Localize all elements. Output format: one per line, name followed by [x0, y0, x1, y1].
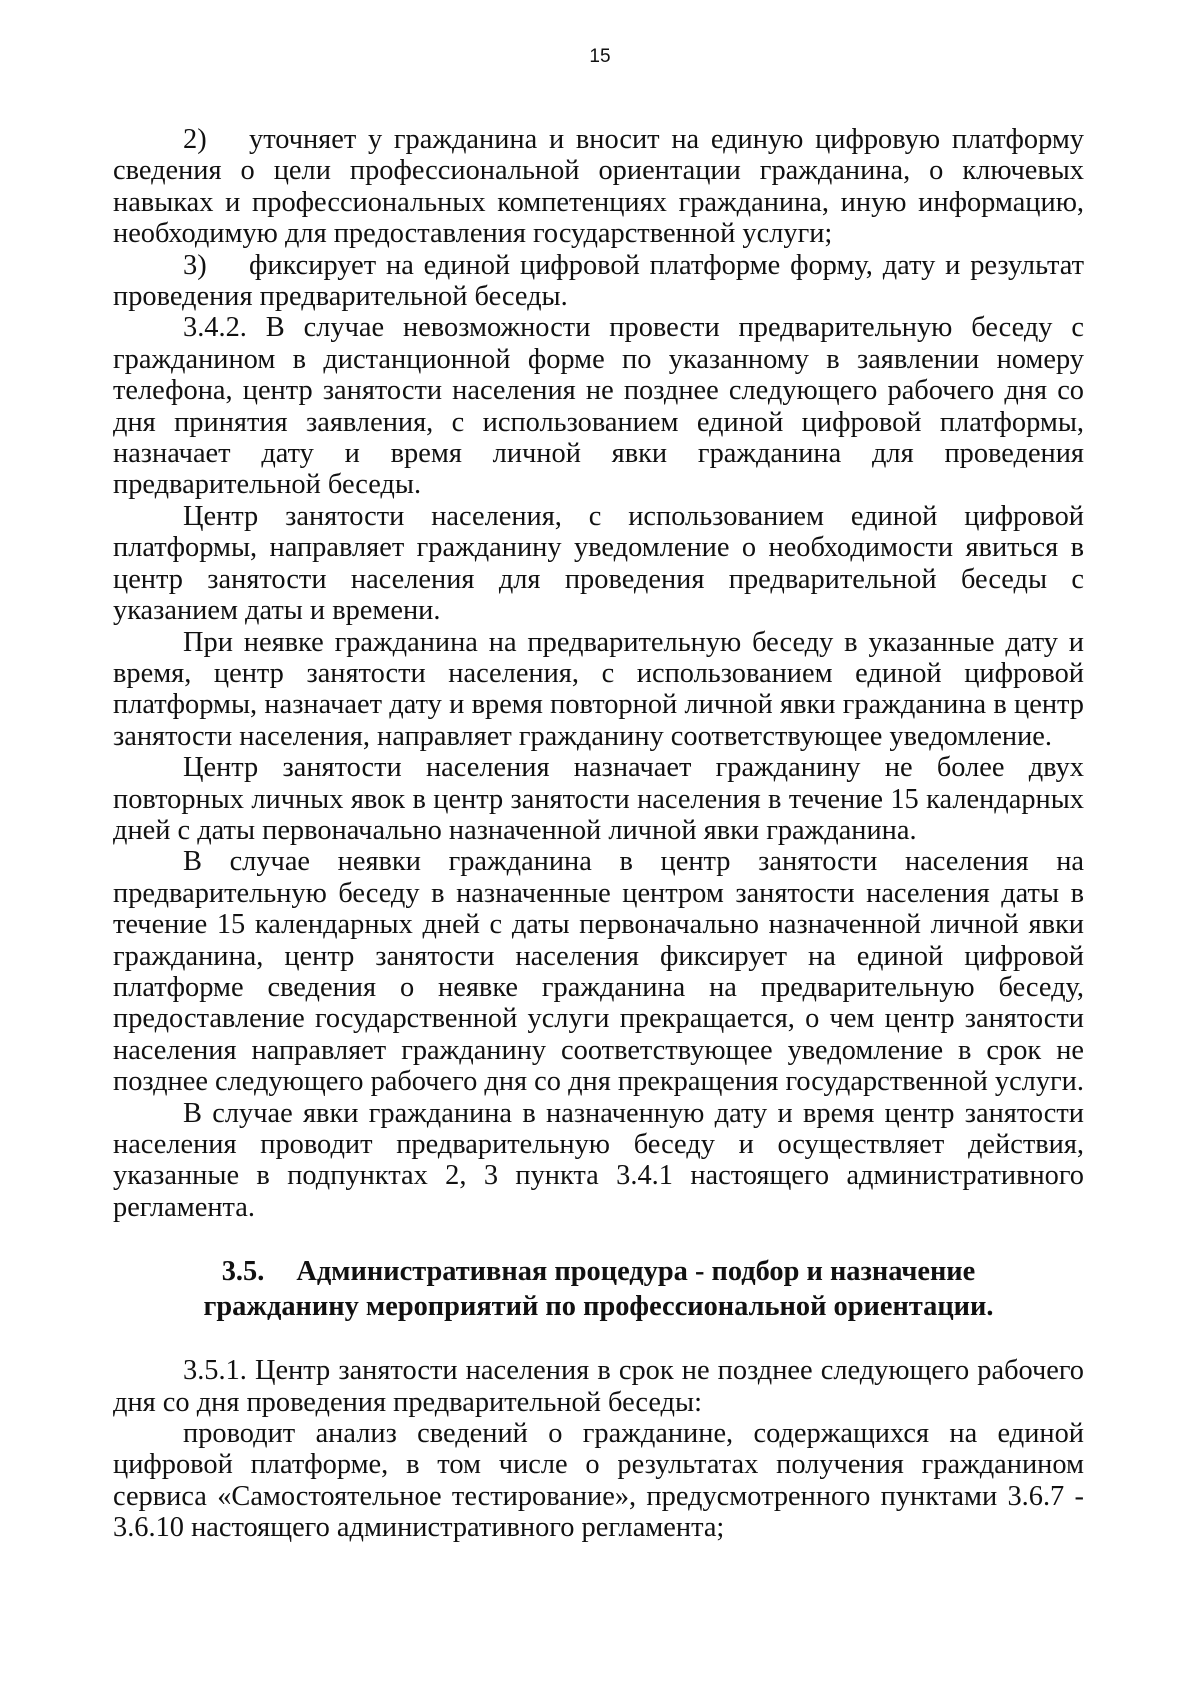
paragraph-3-5-1: 3.5.1. Центр занятости населения в срок не позднее следующего рабочего дня со дня проведения предварительной беседы: — [113, 1355, 1084, 1418]
list-item-marker: 2) — [183, 124, 207, 155]
paragraph-termination: В случае неявки гражданина в центр занятости населения на предварительную беседу в назначенные центром занятости населения даты в течение 15 календарных дней с даты первоначально назначенной личной явки гражданина, центр занятости населения фиксирует на единой цифровой платформе сведения о неявке гражданина на предварительную беседу, предоставление государственной услуги прекращается, о чем центр занятости населения направляет гражданину соответствующее уведомление в срок не позднее следующего рабочего дня со дня прекращения государственной услуги. — [113, 846, 1084, 1098]
section-title-part-1: Административная процедура - подбор и назначение — [296, 1256, 976, 1288]
paragraph-attendance: В случае явки гражданина в назначенную дату и время центр занятости населения проводит предварительную беседу и осуществляет действия, указанные в подпунктах 2, 3 пункта 3.4.1 настоящего административного регламента. — [113, 1097, 1084, 1223]
paragraph-3-4-2: 3.4.2. В случае невозможности провести предварительную беседу с гражданином в дистанционной форме по указанному в заявлении номеру телефона, центр занятости населения не позднее следующего рабочего дня со дня принятия заявления, с использованием единой цифровой платформы, назначает дату и время личной явки гражданина для проведения предварительной беседы. — [113, 312, 1084, 501]
section-title-part-2: гражданину мероприятий по профессиональной ориентации. — [203, 1291, 994, 1323]
list-item-text: фиксирует на единой цифровой платформе форму, дату и результат проведения предварительной беседы. — [113, 249, 1084, 313]
paragraph-no-show: При неявке гражданина на предварительную беседу в указанные дату и время, центр занятости населения, с использованием единой цифровой платформы, назначает дату и время повторной личной явки гражданина в центр занятости населения, направляет гражданину соответствующее уведомление. — [113, 626, 1084, 752]
list-item-3 — [113, 250, 1084, 313]
section-heading-line-1 — [113, 1254, 1084, 1289]
list-item-text: уточняет у гражданина и вносит на единую цифровую платформу сведения о цели профессиональной ориентации гражданина, о ключевых навыках и профессиональных компетенциях гражданина, иную информацию, необходимую для предоставления государственной услуги; — [113, 124, 1084, 250]
section-number: 3.5. — [221, 1256, 265, 1288]
paragraph-notification: Центр занятости населения, с использованием единой цифровой платформы, направляет гражданину уведомление о необходимости явиться в центр занятости населения для проведения предварительной беседы с указанием даты и времени. — [113, 500, 1084, 627]
list-item-2 — [113, 124, 1084, 250]
page-number: 15 — [589, 46, 611, 67]
list-item-marker: 3) — [183, 249, 207, 281]
paragraph-repeat-visits: Центр занятости населения назначает гражданину не более двух повторных личных явок в центр занятости населения в течение 15 календарных дней с даты первоначально назначенной личной явки гражданина. — [113, 752, 1084, 846]
document-body — [113, 124, 1084, 1544]
section-heading — [113, 1254, 1084, 1324]
paragraph-analysis: проводит анализ сведений о гражданине, содержащихся на единой цифровой платформе, в том числе о результатах получения гражданином сервиса «Самостоятельное тестирование», предусмотренного пунктами 3.6.7 - 3.6.10 настоящего административного регламента; — [113, 1418, 1084, 1544]
